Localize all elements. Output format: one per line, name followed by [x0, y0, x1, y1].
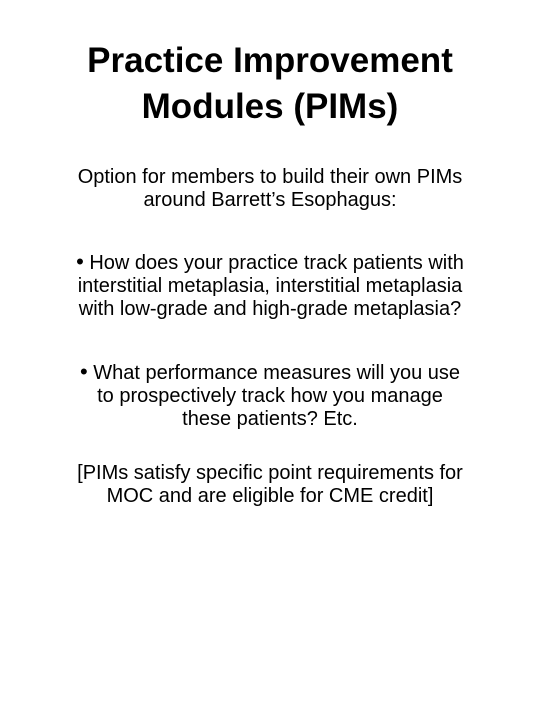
bullet-2-line-2: to prospectively track how you manage — [97, 385, 443, 407]
slide-title — [40, 38, 500, 130]
title-line-2: Modules (PIMs) — [141, 87, 399, 126]
bullet-item-performance — [10, 360, 530, 431]
bullet-2-first-line — [10, 360, 530, 385]
bullet-1-text-start: How does your practice track patients with — [83, 252, 464, 274]
bullet-2-text-start: What performance measures will you use — [87, 362, 461, 384]
bullet-1-line-3: with low-grade and high-grade metaplasia? — [78, 298, 462, 320]
bullet-1-first-line — [10, 250, 530, 275]
note-line-2: MOC and are eligible for CME credit] — [106, 485, 434, 507]
bullet-1-line-2: interstitial metaplasia, interstitial metaplasia — [77, 275, 463, 297]
intro-line-2: around Barrett’s Esophagus: — [143, 189, 397, 211]
bullet-item-tracking — [10, 250, 530, 321]
title-line-1: Practice Improvement — [87, 41, 453, 80]
credit-note — [10, 462, 530, 508]
note-line-1: [PIMs satisfy specific point requirements for — [77, 462, 463, 484]
intro-line-1: Option for members to build their own PIMs — [77, 166, 463, 188]
intro-text — [10, 166, 530, 212]
bullet-icon: • — [76, 249, 84, 274]
bullet-2-line-3: these patients? Etc. — [182, 408, 358, 430]
bullet-icon: • — [79, 359, 88, 384]
